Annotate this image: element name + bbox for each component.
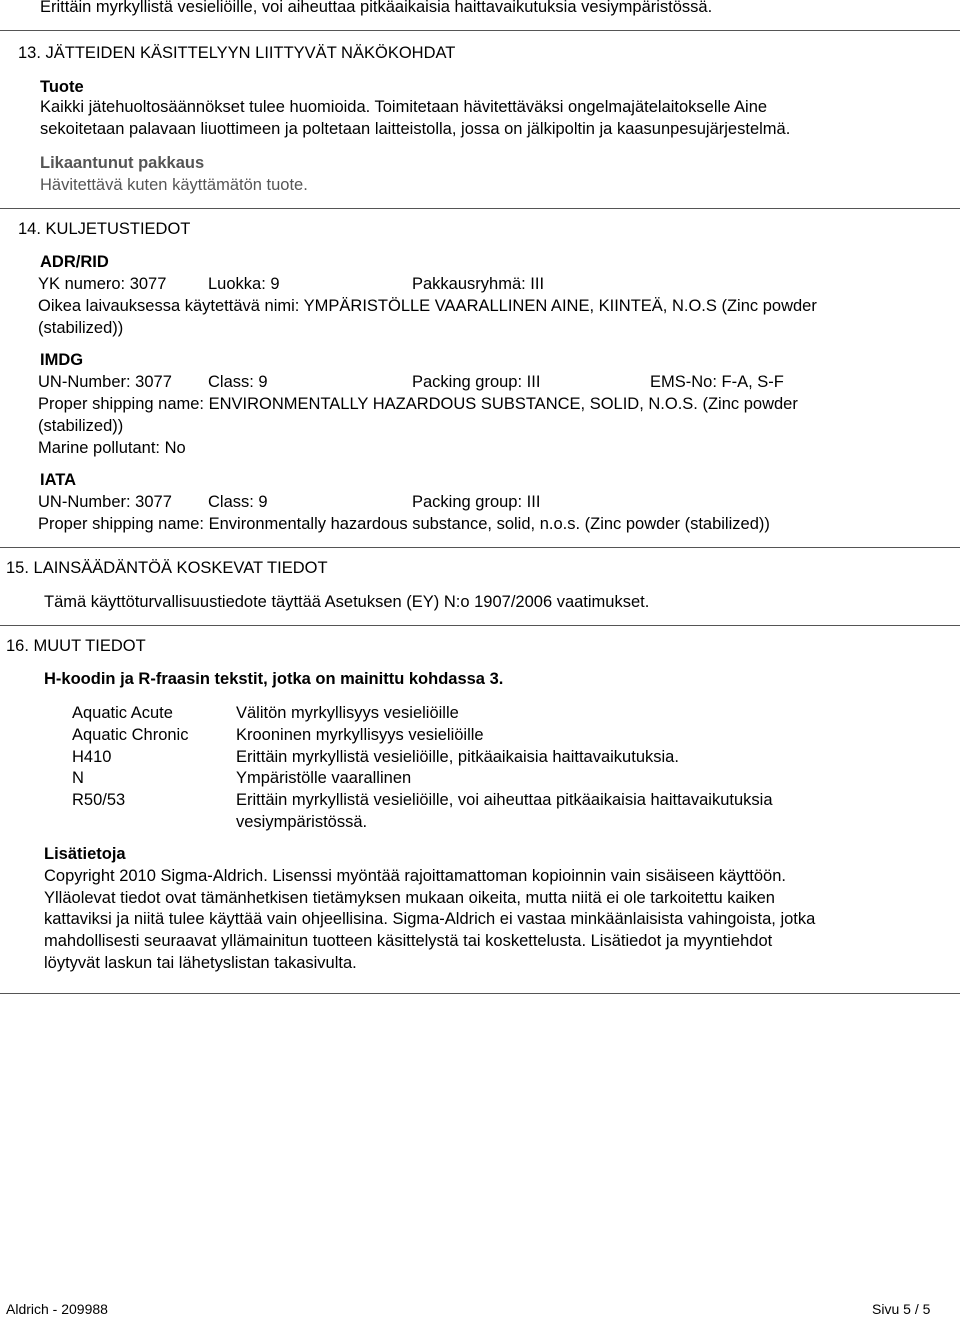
- additional-info-line: mahdollisesti seuraavat yllämainitun tuotteen käsittelystä tai koskettelusta. Lisätiedot ja myyntiehdot: [44, 932, 773, 950]
- hazard-text: Ympäristölle vaarallinen: [236, 769, 412, 787]
- adr-shipping-name-line2: (stabilized)): [38, 319, 124, 337]
- iata-class: Class: 9: [208, 493, 268, 511]
- imdg-packing-group: Packing group: III: [412, 373, 541, 391]
- imdg-un-number: UN-Number: 3077: [38, 373, 172, 391]
- section-divider: [0, 30, 960, 31]
- packaging-text: Hävitettävä kuten käyttämätön tuote.: [40, 176, 308, 194]
- imdg-marine-pollutant: Marine pollutant: No: [38, 439, 186, 457]
- hazard-text-continuation: vesiympäristössä.: [236, 813, 368, 831]
- hazard-code: H410: [72, 748, 112, 766]
- packaging-label: Likaantunut pakkaus: [40, 154, 205, 172]
- hazard-text: Erittäin myrkyllistä vesieliöille, pitkäaikaisia haittavaikutuksia.: [236, 748, 679, 766]
- page-separator: /: [914, 1301, 919, 1317]
- additional-info-line: kattaviksi ja niitä tulee käyttää vain ohjeellisina. Sigma-Aldrich ei vastaa minkäänlaisista vahingoista, jotka: [44, 910, 816, 928]
- adr-un-number: YK numero: 3077: [38, 275, 167, 293]
- section-divider: [0, 625, 960, 626]
- product-text-line1: Kaikki jätehuoltosäännökset tulee huomioida. Toimitetaan hävitettäväksi ongelmajätelaitokselle Aine: [40, 98, 768, 116]
- adr-packing-group: Pakkausryhmä: III: [412, 275, 545, 293]
- adr-class: Luokka: 9: [208, 275, 280, 293]
- additional-info-line: Copyright 2010 Sigma-Aldrich. Lisenssi myöntää rajoittamattoman kopioinnin vain sisäiseen käyttöön.: [44, 867, 786, 885]
- hazard-text: Välitön myrkyllisyys vesieliöille: [236, 704, 459, 722]
- imdg-class: Class: 9: [208, 373, 268, 391]
- iata-shipping-name: Proper shipping name: Environmentally hazardous substance, solid, n.o.s. (Zinc powder (stabilized)): [38, 515, 770, 533]
- hazard-code: R50/53: [72, 791, 126, 809]
- adr-label: ADR/RID: [40, 253, 109, 271]
- iata-label: IATA: [40, 471, 77, 489]
- section-divider: [0, 547, 960, 548]
- section-15-heading: 15. LAINSÄÄDÄNTÖÄ KOSKEVAT TIEDOT: [6, 559, 328, 577]
- section-divider: [0, 208, 960, 209]
- hazard-code: N: [72, 769, 84, 787]
- additional-info-label: Lisätietoja: [44, 845, 126, 863]
- additional-info-line: Ylläolevat tiedot ovat tämänhetkisen tietämyksen mukaan oikeita, mutta niitä ei ole tarkoitettu kaiken: [44, 889, 775, 907]
- section-14-heading: 14. KULJETUSTIEDOT: [18, 220, 191, 238]
- product-label: Tuote: [40, 78, 84, 96]
- carryover-text: Erittäin myrkyllistä vesieliöille, voi aiheuttaa pitkäaikaisia haittavaikutuksia vesiympäristössä.: [40, 0, 713, 16]
- page-total: 5: [922, 1301, 931, 1317]
- section-16-heading: 16. MUUT TIEDOT: [6, 637, 146, 655]
- hazard-code: Aquatic Chronic: [72, 726, 189, 744]
- section-divider: [0, 993, 960, 994]
- hazard-text: Erittäin myrkyllistä vesieliöille, voi aiheuttaa pitkäaikaisia haittavaikutuksia: [236, 791, 773, 809]
- page-label: Sivu: [872, 1301, 900, 1317]
- footer-product-number: Aldrich - 209988: [6, 1301, 108, 1317]
- iata-packing-group: Packing group: III: [412, 493, 541, 511]
- iata-un-number: UN-Number: 3077: [38, 493, 172, 511]
- footer-page-number: [872, 1300, 930, 1318]
- imdg-shipping-name-line1: Proper shipping name: ENVIRONMENTALLY HAZARDOUS SUBSTANCE, SOLID, N.O.S. (Zinc powder: [38, 395, 798, 413]
- hazard-code: Aquatic Acute: [72, 704, 173, 722]
- adr-shipping-name-line1: Oikea laivauksessa käytettävä nimi: YMPÄRISTÖLLE VAARALLINEN AINE, KIINTEÄ, N.O.S (Zinc powder: [38, 297, 817, 315]
- section-13-heading: 13. JÄTTEIDEN KÄSITTELYYN LIITTYVÄT NÄKÖKOHDAT: [18, 44, 456, 62]
- product-text-line2: sekoitetaan palavaan liuottimeen ja poltetaan laitteistolla, jossa on jälkipoltin ja kaasunpesujärjestelmä.: [40, 120, 791, 138]
- imdg-shipping-name-line2: (stabilized)): [38, 417, 124, 435]
- hazard-text: Krooninen myrkyllisyys vesieliöille: [236, 726, 484, 744]
- codes-subheading: H-koodin ja R-fraasin tekstit, jotka on mainittu kohdassa 3.: [44, 670, 504, 688]
- page-current: 5: [903, 1301, 911, 1317]
- additional-info-line: löytyvät laskun tai lähetyslistan takasivulta.: [44, 954, 357, 972]
- imdg-ems-number: EMS-No: F-A, S-F: [650, 373, 784, 391]
- imdg-label: IMDG: [40, 351, 84, 369]
- regulatory-text: Tämä käyttöturvallisuustiedote täyttää Asetuksen (EY) N:o 1907/2006 vaatimukset.: [44, 593, 650, 611]
